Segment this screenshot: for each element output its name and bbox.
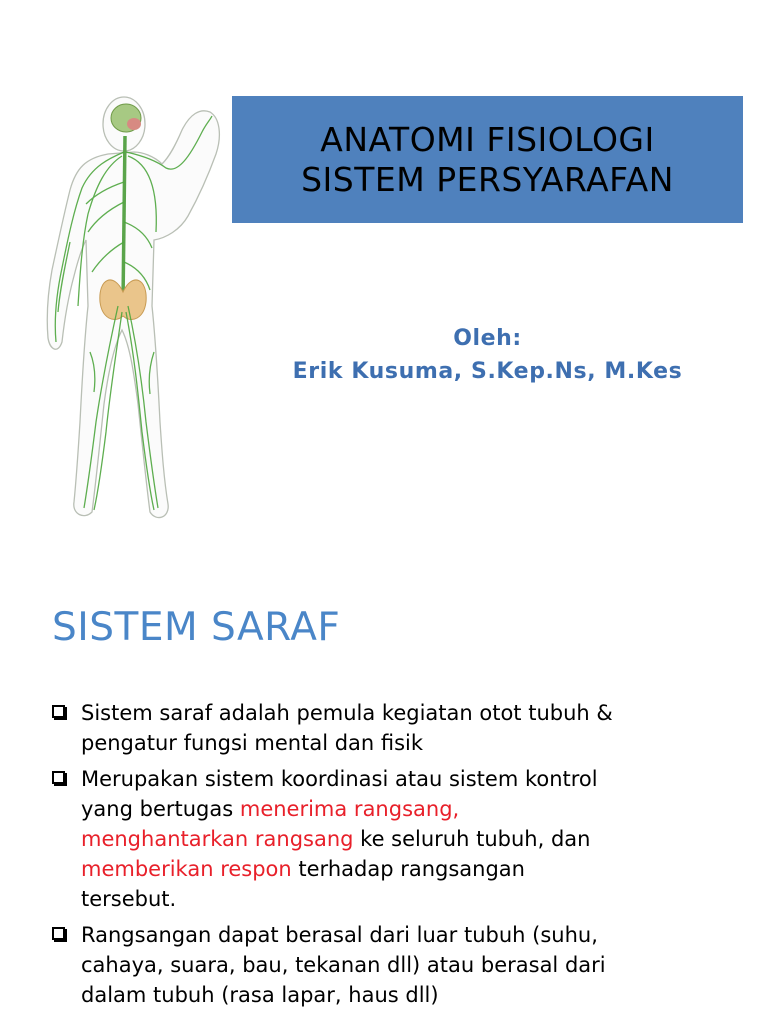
bullet-list <box>50 698 750 1016</box>
bullet-text: tersebut. <box>81 887 177 911</box>
author-block <box>232 322 743 388</box>
checkbox-bullet-icon <box>52 705 65 718</box>
bullet-text: pengatur fungsi mental dan fisik <box>81 731 424 755</box>
bullet-text: dalam tubuh (rasa lapar, haus dll) <box>81 983 439 1007</box>
bullet-text: yang bertugas <box>81 797 240 821</box>
bullet-text: ke seluruh tubuh, dan <box>353 827 591 851</box>
bullet-text: Sistem saraf adalah pemula kegiatan otot tubuh & <box>81 701 613 725</box>
bullet-text: cahaya, suara, bau, tekanan dll) atau berasal dari <box>81 953 606 977</box>
content-slide <box>0 560 768 1024</box>
bullet-text: Rangsangan dapat berasal dari luar tubuh (suhu, <box>81 923 598 947</box>
title-line-1: ANATOMI FISIOLOGI <box>320 119 655 159</box>
bullet-item <box>50 920 750 1010</box>
bullet-text: Merupakan sistem koordinasi atau sistem kontrol <box>81 767 598 791</box>
bullet-text: terhadap rangsangan <box>291 857 525 881</box>
nervous-system-figure <box>30 92 230 532</box>
highlight-text: memberikan respon <box>81 857 292 881</box>
author-name: Erik Kusuma, S.Kep.Ns, M.Kes <box>292 359 683 384</box>
checkbox-bullet-icon <box>52 771 65 784</box>
checkbox-bullet-icon <box>52 927 65 940</box>
bullet-item <box>50 698 750 758</box>
title-line-2: SISTEM PERSYARAFAN <box>301 159 674 199</box>
bullet-item <box>50 764 750 914</box>
highlight-text: menerima rangsang, <box>239 797 460 821</box>
by-label: Oleh: <box>453 326 522 351</box>
highlight-text: menghantarkan rangsang <box>81 827 354 851</box>
slide-title: SISTEM SARAF <box>52 605 341 650</box>
title-box <box>232 96 743 223</box>
